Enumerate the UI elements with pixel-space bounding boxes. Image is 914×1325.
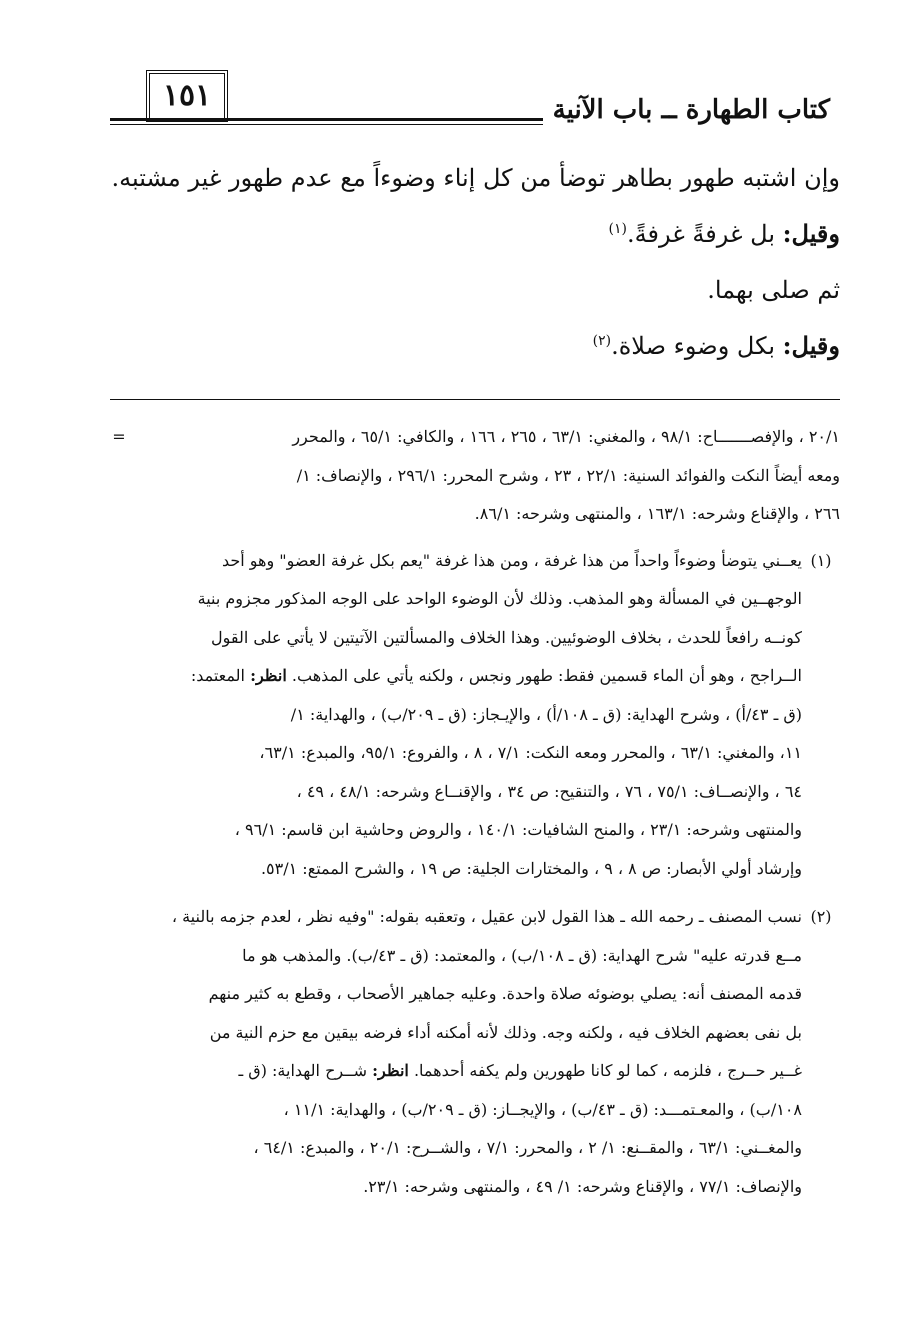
footnote-line: غــير حــرج ، فلزمه ، كما لو كانا طهورين ولم يكفه أحدهما. انظر: شــرح الهداية: (ق ـ xyxy=(238,1061,802,1080)
footnote-line: ١٠٨/ب) ، والمعـتمـــد: (ق ـ ٤٣/ب) ، والإيجــاز: (ق ـ ٢٠٩/ب) ، والهداية: ١١/١ ، xyxy=(283,1099,802,1119)
footnote-2 xyxy=(100,898,840,1206)
page-number: ١٥١ xyxy=(146,70,228,122)
footnote-line: مــع قدرته عليه" شرح الهداية: (ق ـ ١٠٨/ب) ، والمعتمد: (ق ـ ٤٣/ب). والمذهب هو ما xyxy=(242,945,802,965)
footnote-ref: (٢) xyxy=(592,333,612,349)
line-label: وقيل: xyxy=(782,219,840,248)
line-text: وإن اشتبه طهور بطاهر توضأ من كل إناء وضوءاً مع عدم طهور غير مشتبه. xyxy=(111,164,840,192)
footnote-line: ومعه أيضاً النكت والفوائد السنية: ٢٢/١ ، ٢٣ ، وشرح المحرر: ٢٩٦/١ ، والإنصاف: ١/ xyxy=(296,465,840,485)
footnote-line: الــراجح ، وهو أن الماء قسمين فقط: طهور ونجس ، ولكنه يأتي على المذهب. انظر: المعتمد: xyxy=(190,666,802,685)
footnote-text xyxy=(100,542,802,889)
footnote-text xyxy=(100,898,802,1206)
footnote-line: الوجهــين في المسألة وهو المذهب. وذلك لأن الوضوء الواحد على الوجه المذكور مجزوم بنية xyxy=(197,589,802,608)
footnote-continuation xyxy=(100,418,840,534)
footnote-separator xyxy=(110,399,840,400)
footnote-line: ٢٦٦ ، والإقناع وشرحه: ١٦٣/١ ، والمنتهى وشرحه: ٨٦/١. xyxy=(474,504,840,523)
footnote-line: ١١، والمغني: ٦٣/١ ، والمحرر ومعه النكت: ٧/١ ، ٨ ، والفروع: ٩٥/١، والمبدع: ٦٣/١، xyxy=(259,743,802,762)
footnote-line: ٢٠/١ ، والإفصـــــــاح: ٩٨/١ ، والمغني: ٦٣/١ ، ٢٦٥ ، ١٦٦ ، والكافي: ٦٥/١ ، والمحرر xyxy=(292,427,840,446)
footnote-line: وإرشاد أولي الأبصار: ص ٨ ، ٩ ، والمختارات الجلية: ص ١٩ ، والشرح الممتع: ٥٣/١. xyxy=(260,858,802,878)
line-text: ثم صلى بهما. xyxy=(707,276,840,304)
footnote-line: بل نفى بعضهم الخلاف فيه ، ولكنه وجه. وذلك لأنه أمكنه أداء فرضه بيقين مع حزم النية من xyxy=(209,1022,802,1042)
footnote-marker: (٢) xyxy=(810,907,832,926)
continuation-marker: = xyxy=(112,427,126,446)
main-line xyxy=(140,202,840,258)
footnotes xyxy=(100,418,840,1214)
line-label: وقيل: xyxy=(782,331,840,360)
main-line xyxy=(111,146,840,202)
footnote-text xyxy=(138,418,840,534)
footnote-1 xyxy=(100,542,840,889)
main-line xyxy=(140,258,840,314)
footnote-marker: (١) xyxy=(810,550,832,570)
footnote-ref: (١) xyxy=(608,221,628,237)
running-title: كتاب الطهارة ــ باب الآنية xyxy=(543,93,840,127)
footnote-line: كونــه رافعاً للحدث ، بخلاف الوضوئيين. وهذا الخلاف والمسألتين الآتيتين لا يأتي على القول xyxy=(210,627,802,647)
footnote-line: قدمه المصنف أنه: يصلي بوضوئه صلاة واحدة. وعليه جماهير الأصحاب ، وقطع به كثير منهم xyxy=(208,984,802,1003)
footnote-line: نسب المصنف ـ رحمه الله ـ هذا القول لابن عقيل ، وتعقبه بقوله: "وفيه نظر ، لعدم جزمه بالنية ، xyxy=(171,907,802,926)
line-text: بكل وضوء صلاة. xyxy=(611,332,783,360)
footnote-line: (ق ـ ٤٣/أ) ، وشرح الهداية: (ق ـ ١٠٨/أ) ، والإيـجاز: (ق ـ ٢٠٩/ب) ، والهداية: ١/ xyxy=(290,704,802,724)
main-line xyxy=(140,314,840,370)
main-text xyxy=(111,146,840,370)
line-text: بل غرفةً غرفةً. xyxy=(627,220,783,248)
footnote-line: ٦٤ ، والإنصــاف: ٧٥/١ ، ٧٦ ، والتنقيح: ص ٣٤ ، والإقنــاع وشرحه: ٤٨/١ ، ٤٩ ، xyxy=(296,781,802,801)
footnote-line: والإنصاف: ٧٧/١ ، والإقناع وشرحه: ١/ ٤٩ ، والمنتهى وشرحه: ٢٣/١. xyxy=(363,1176,802,1196)
footnote-line: والمنتهى وشرحه: ٢٣/١ ، والمنح الشافيات: ١٤٠/١ ، والروض وحاشية ابن قاسم: ٩٦/١ ، xyxy=(234,820,802,839)
footnote-line: يعــني يتوضأ وضوءاً واحداً من هذا غرفة ، ومن هذا غرفة "يعم بكل غرفة العضو" وهو أحد xyxy=(221,550,802,570)
footnote-line: والمغــني: ٦٣/١ ، والمقــنع: ١/ ٢ ، والمحرر: ٧/١ ، والشــرح: ٢٠/١ ، والمبدع: ٦٤/١ ، xyxy=(253,1138,802,1157)
